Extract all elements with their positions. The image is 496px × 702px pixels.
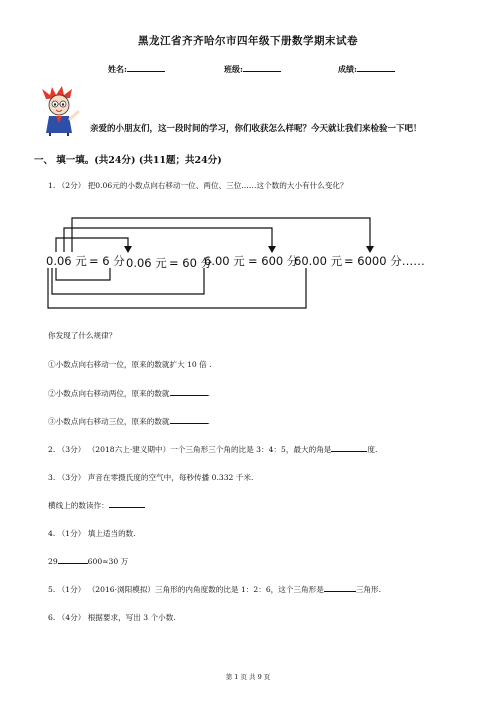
answer-blank[interactable] xyxy=(58,556,88,564)
question-5 xyxy=(48,584,381,595)
question-1-sub-3-text: ③小数点向右移动三位，原来的数就 xyxy=(48,417,170,426)
question-3-number: 3. xyxy=(48,473,56,482)
question-5-end: 三角形. xyxy=(355,585,382,594)
question-4-line-2 xyxy=(48,556,128,567)
page-title: 黑龙江省齐齐哈尔市四年级下册数学期末试卷 xyxy=(138,35,358,47)
score-blank[interactable] xyxy=(357,63,395,72)
answer-blank[interactable] xyxy=(170,416,208,424)
diagram-eq2-b: = 60 分 xyxy=(169,256,213,270)
question-1-number: 1. xyxy=(48,181,56,190)
question-4 xyxy=(48,528,136,539)
question-2-text: （2018六上·建义期中）一个三角形三个角的比是 3：4：5，最大的角是 xyxy=(87,445,332,454)
question-3-text: 声音在零摄氏度的空气中，每秒传播 0.332 千米. xyxy=(87,473,254,482)
diagram-eq3-b: = 600 分 xyxy=(248,254,299,268)
question-2 xyxy=(48,444,377,455)
diagram-eq4-a: 60.00 元 xyxy=(294,254,343,268)
diagram-eq3-a: 6.00 元 xyxy=(204,254,245,268)
question-1-sub-2 xyxy=(48,388,210,399)
question-5-text: （2016·浏阳模拟）三角形的内角度数的比是 1：2：6，这个三角形是 xyxy=(87,585,324,594)
question-5-score: （1分） xyxy=(57,585,86,594)
question-1-sub-2-end: . xyxy=(207,389,210,398)
question-1-sub-3-end: . xyxy=(207,417,210,426)
page-footer: 第 1 页 共 9 页 xyxy=(225,673,271,681)
greeting-text: 亲爱的小朋友们，这一段时间的学习，你们收获怎么样呢？今天就让我们来检验一下吧！ xyxy=(90,124,422,134)
score-label: 成绩: xyxy=(338,64,357,74)
question-4-text: 填上适当的数. xyxy=(87,529,136,538)
question-2-score: （3分） xyxy=(57,445,86,454)
name-blank[interactable] xyxy=(127,63,165,72)
question-4-number: 4. xyxy=(48,529,56,538)
question-1-sub-3 xyxy=(48,416,210,427)
question-5-number: 5. xyxy=(48,585,56,594)
diagram-eq2-a: 0.06 元 xyxy=(126,256,167,270)
answer-blank[interactable] xyxy=(109,500,145,508)
question-1-sub-1: ①小数点向右移动一位，原来的数就扩大 10 倍 . xyxy=(48,360,212,369)
diagram-eq1-b: = 6 分 xyxy=(89,254,125,268)
question-6 xyxy=(48,612,176,623)
name-label: 姓名: xyxy=(108,64,127,74)
question-4-line-2-a: 29 xyxy=(48,557,58,566)
diagram-eq4-b: = 6000 分…… xyxy=(344,254,425,268)
score-field xyxy=(338,63,395,75)
question-2-number: 2. xyxy=(48,445,56,454)
class-field xyxy=(224,63,281,75)
question-3-line-2-text: 横线上的数读作： xyxy=(48,501,109,510)
question-1-score: （2分） xyxy=(57,181,86,190)
question-1 xyxy=(48,180,348,191)
question-3-line-2 xyxy=(48,500,145,511)
mascot-illustration xyxy=(40,85,80,137)
question-2-end: 度. xyxy=(367,445,378,454)
question-4-line-2-b: 600≈30 万 xyxy=(87,557,129,566)
class-blank[interactable] xyxy=(243,63,281,72)
diagram-eq1-a: 0.06 元 xyxy=(46,254,87,268)
answer-blank[interactable] xyxy=(331,444,367,452)
section-1-title: 一、 填一填。(共24分) (共11题；共24分) xyxy=(34,155,222,166)
name-field xyxy=(108,63,165,75)
class-label: 班级: xyxy=(224,64,243,74)
decimal-shift-diagram xyxy=(44,208,454,316)
answer-blank[interactable] xyxy=(170,388,208,396)
question-6-number: 6. xyxy=(48,613,56,622)
question-3-score: （3分） xyxy=(57,473,86,482)
question-6-score: （4分） xyxy=(57,613,86,622)
question-4-score: （1分） xyxy=(57,529,86,538)
answer-blank[interactable] xyxy=(324,584,356,592)
question-1-text: 把0.06元的小数点向右移动一位、两位、三位……这个数的大小有什么变化？ xyxy=(87,181,348,190)
question-1-sub-2-text: ②小数点向右移动两位，原来的数就 xyxy=(48,389,170,398)
question-6-text: 根据要求，写出 3 个小数. xyxy=(87,613,176,622)
question-1-prompt: 你发现了什么规律？ xyxy=(48,331,117,340)
question-3 xyxy=(48,472,253,483)
